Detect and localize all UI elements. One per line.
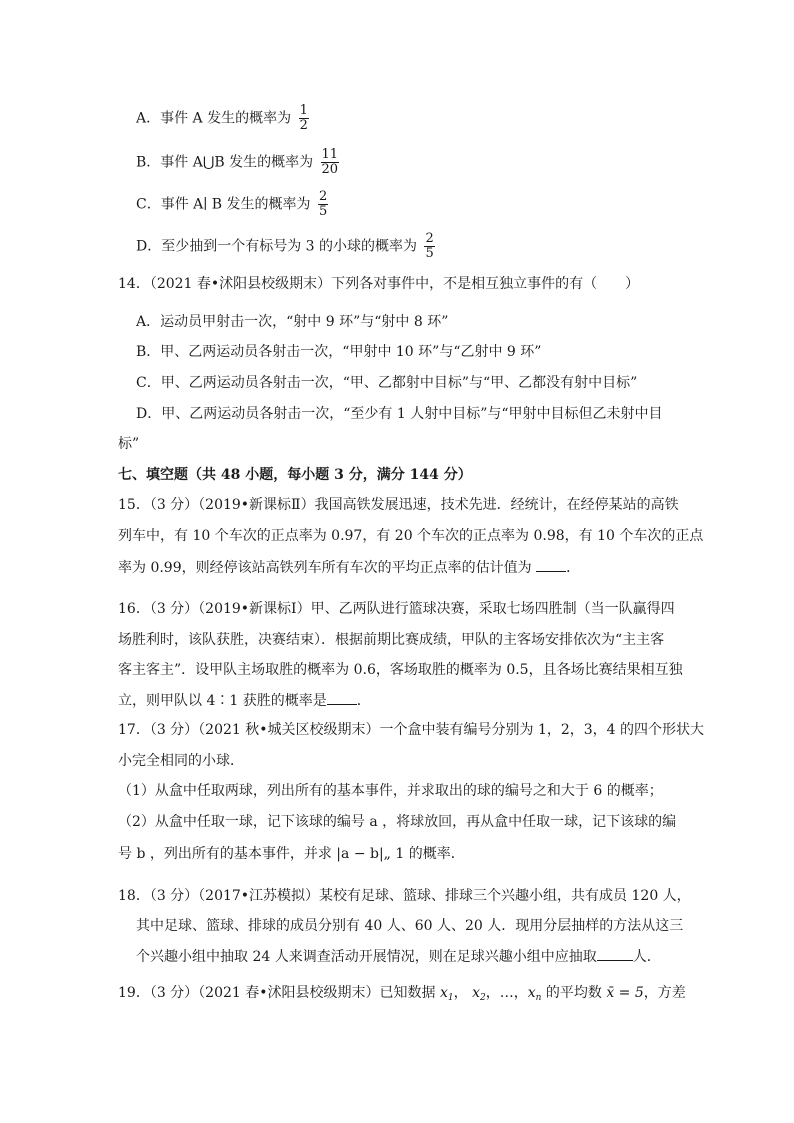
q17-line1: 17．（3 分）（2021 秋•城关区校级期末）一个盒中装有编号分别为 1，2，3，4 的四个形状大 — [118, 722, 705, 738]
fraction — [318, 190, 328, 219]
fraction-numerator: 2 — [319, 189, 328, 204]
q16-line4-text: 立，则甲队以 4∶1 获胜的概率是 — [118, 693, 327, 709]
answer-blank — [597, 946, 633, 961]
option-text: C．事件 A∣ B 发生的概率为 — [136, 196, 311, 213]
q19-line1: 19．（3 分）（2021 春•沭阳县校级期末）已知数据 $x_1$， $x_2$，…，$x_n$ 的平均数 x̄ = 5，方差 — [118, 985, 686, 1003]
q13-option-b — [136, 148, 339, 177]
q15-line2: 列车中，有 10 个车次的正点率为 0.97，有 20 个车次的正点率为 0.98，有 10 个车次的正点 — [118, 528, 704, 544]
q16-line2: 场胜利时，该队获胜，决赛结束）．根据前期比赛成绩，甲队的主客场安排依次为“主主客 — [118, 632, 665, 648]
q15-line3-text: 率为 0.99，则经停该站高铁列车所有车次的平均正点率的估计值为 — [118, 560, 537, 576]
variable-x: x — [527, 985, 536, 1001]
q17-part1: （1）从盒中任取两球，列出所有的基本事件，并求取出的球的编号之和大于 6 的概率； — [118, 783, 663, 799]
q15-line1: 15．（3 分）（2019•新课标Ⅱ）我国高铁发展迅速，技术先进．经统计，在经停某站的高铁 — [118, 497, 679, 513]
fraction — [321, 148, 340, 177]
q14-option-c: C．甲、乙两运动员各射击一次，“甲、乙都射中目标”与“甲、乙都没有射中目标” — [136, 375, 638, 391]
fraction-numerator: 11 — [321, 147, 339, 162]
q19-text-c: ，方差 — [643, 985, 686, 1001]
q18-line3-text: 个兴趣小组中抽取 24 人来调查活动开展情况，则在足球兴趣小组中应抽取 — [136, 949, 597, 965]
q17-line2: 小完全相同的小球． — [118, 753, 244, 769]
q14-option-d-line2: 标” — [118, 436, 140, 452]
q15-line3-end: ． — [566, 560, 581, 576]
mean-expression: x̄ = 5 — [606, 985, 644, 1001]
q14-option-d-line1: D．甲、乙两运动员各射击一次，“至少有 1 人射中目标”与“甲射中目标但乙未射中目 — [136, 406, 663, 422]
q14-option-b: B．甲、乙两运动员各射击一次，“甲射中 10 环”与“乙射中 9 环” — [136, 344, 542, 360]
q13-option-c — [136, 190, 328, 219]
fraction — [424, 232, 434, 261]
ellipsis: ，…， — [485, 985, 528, 1001]
q19-text-b: 的平均数 — [545, 985, 602, 1001]
q18-line1: 18．（3 分）（2017•江苏模拟）某校有足球、篮球、排球三个兴趣小组，共有成员 120 人， — [118, 888, 691, 904]
q17-part3: 号 b ，列出所有的基本事件，并求 |a − b|„ 1 的概率． — [118, 846, 465, 862]
section-title: 七、填空题（共 48 小题，每小题 3 分，满分 144 分） — [118, 467, 472, 483]
fraction-denominator: 5 — [319, 204, 328, 219]
subscript-n: n — [535, 993, 542, 1003]
q14-stem: 14．（2021 春•沭阳县校级期末）下列各对事件中，不是相互独立事件的有（ ） — [118, 276, 640, 292]
variable-x: x — [472, 985, 480, 1001]
q14-option-a: A．运动员甲射击一次，“射中 9 环”与“射中 8 环” — [136, 314, 449, 330]
q18-line3-end: 人． — [632, 949, 661, 965]
subscript-2: 2 — [479, 993, 486, 1003]
q16-line4-end: ． — [356, 693, 371, 709]
answer-blank — [327, 690, 357, 705]
fraction-denominator: 2 — [299, 118, 308, 133]
q13-option-a — [136, 104, 309, 133]
variable-x: x — [439, 985, 448, 1001]
q18-line2: 其中足球、篮球、排球的成员分别有 40 人、60 人、20 人．现用分层抽样的方法从这三 — [136, 918, 684, 934]
q16-line3: 客主客主”．设甲队主场取胜的概率为 0.6，客场取胜的概率为 0.5，且各场比赛结果相互独 — [118, 662, 683, 678]
q15-line3 — [118, 557, 580, 578]
fraction-numerator: 1 — [299, 103, 308, 118]
subscript-1: 1 — [447, 993, 454, 1003]
q16-line4 — [118, 690, 371, 711]
q16-line1: 16．（3 分）（2019•新课标Ⅰ）甲、乙两队进行篮球决赛，采取七场四胜制（当一队赢得四 — [118, 601, 675, 617]
option-text: A．事件 A 发生的概率为 — [136, 110, 292, 127]
fraction-denominator: 20 — [321, 162, 339, 177]
fraction-numerator: 2 — [425, 231, 434, 246]
option-text: B．事件 A⋃B 发生的概率为 — [136, 154, 314, 171]
q19-text-a: 19．（3 分）（2021 春•沭阳县校级期末）已知数据 — [118, 985, 436, 1001]
q17-part2: （2）从盒中任取一球，记下该球的编号 a ，将球放回，再从盒中任取一球，记下该球的编 — [118, 814, 677, 830]
q13-option-d — [136, 232, 435, 261]
fraction-denominator: 5 — [425, 246, 434, 261]
fraction — [299, 104, 309, 133]
answer-blank — [536, 557, 566, 572]
q18-line3 — [136, 946, 661, 967]
option-text: D．至少抽到一个有标号为 3 的小球的概率为 — [136, 238, 418, 255]
